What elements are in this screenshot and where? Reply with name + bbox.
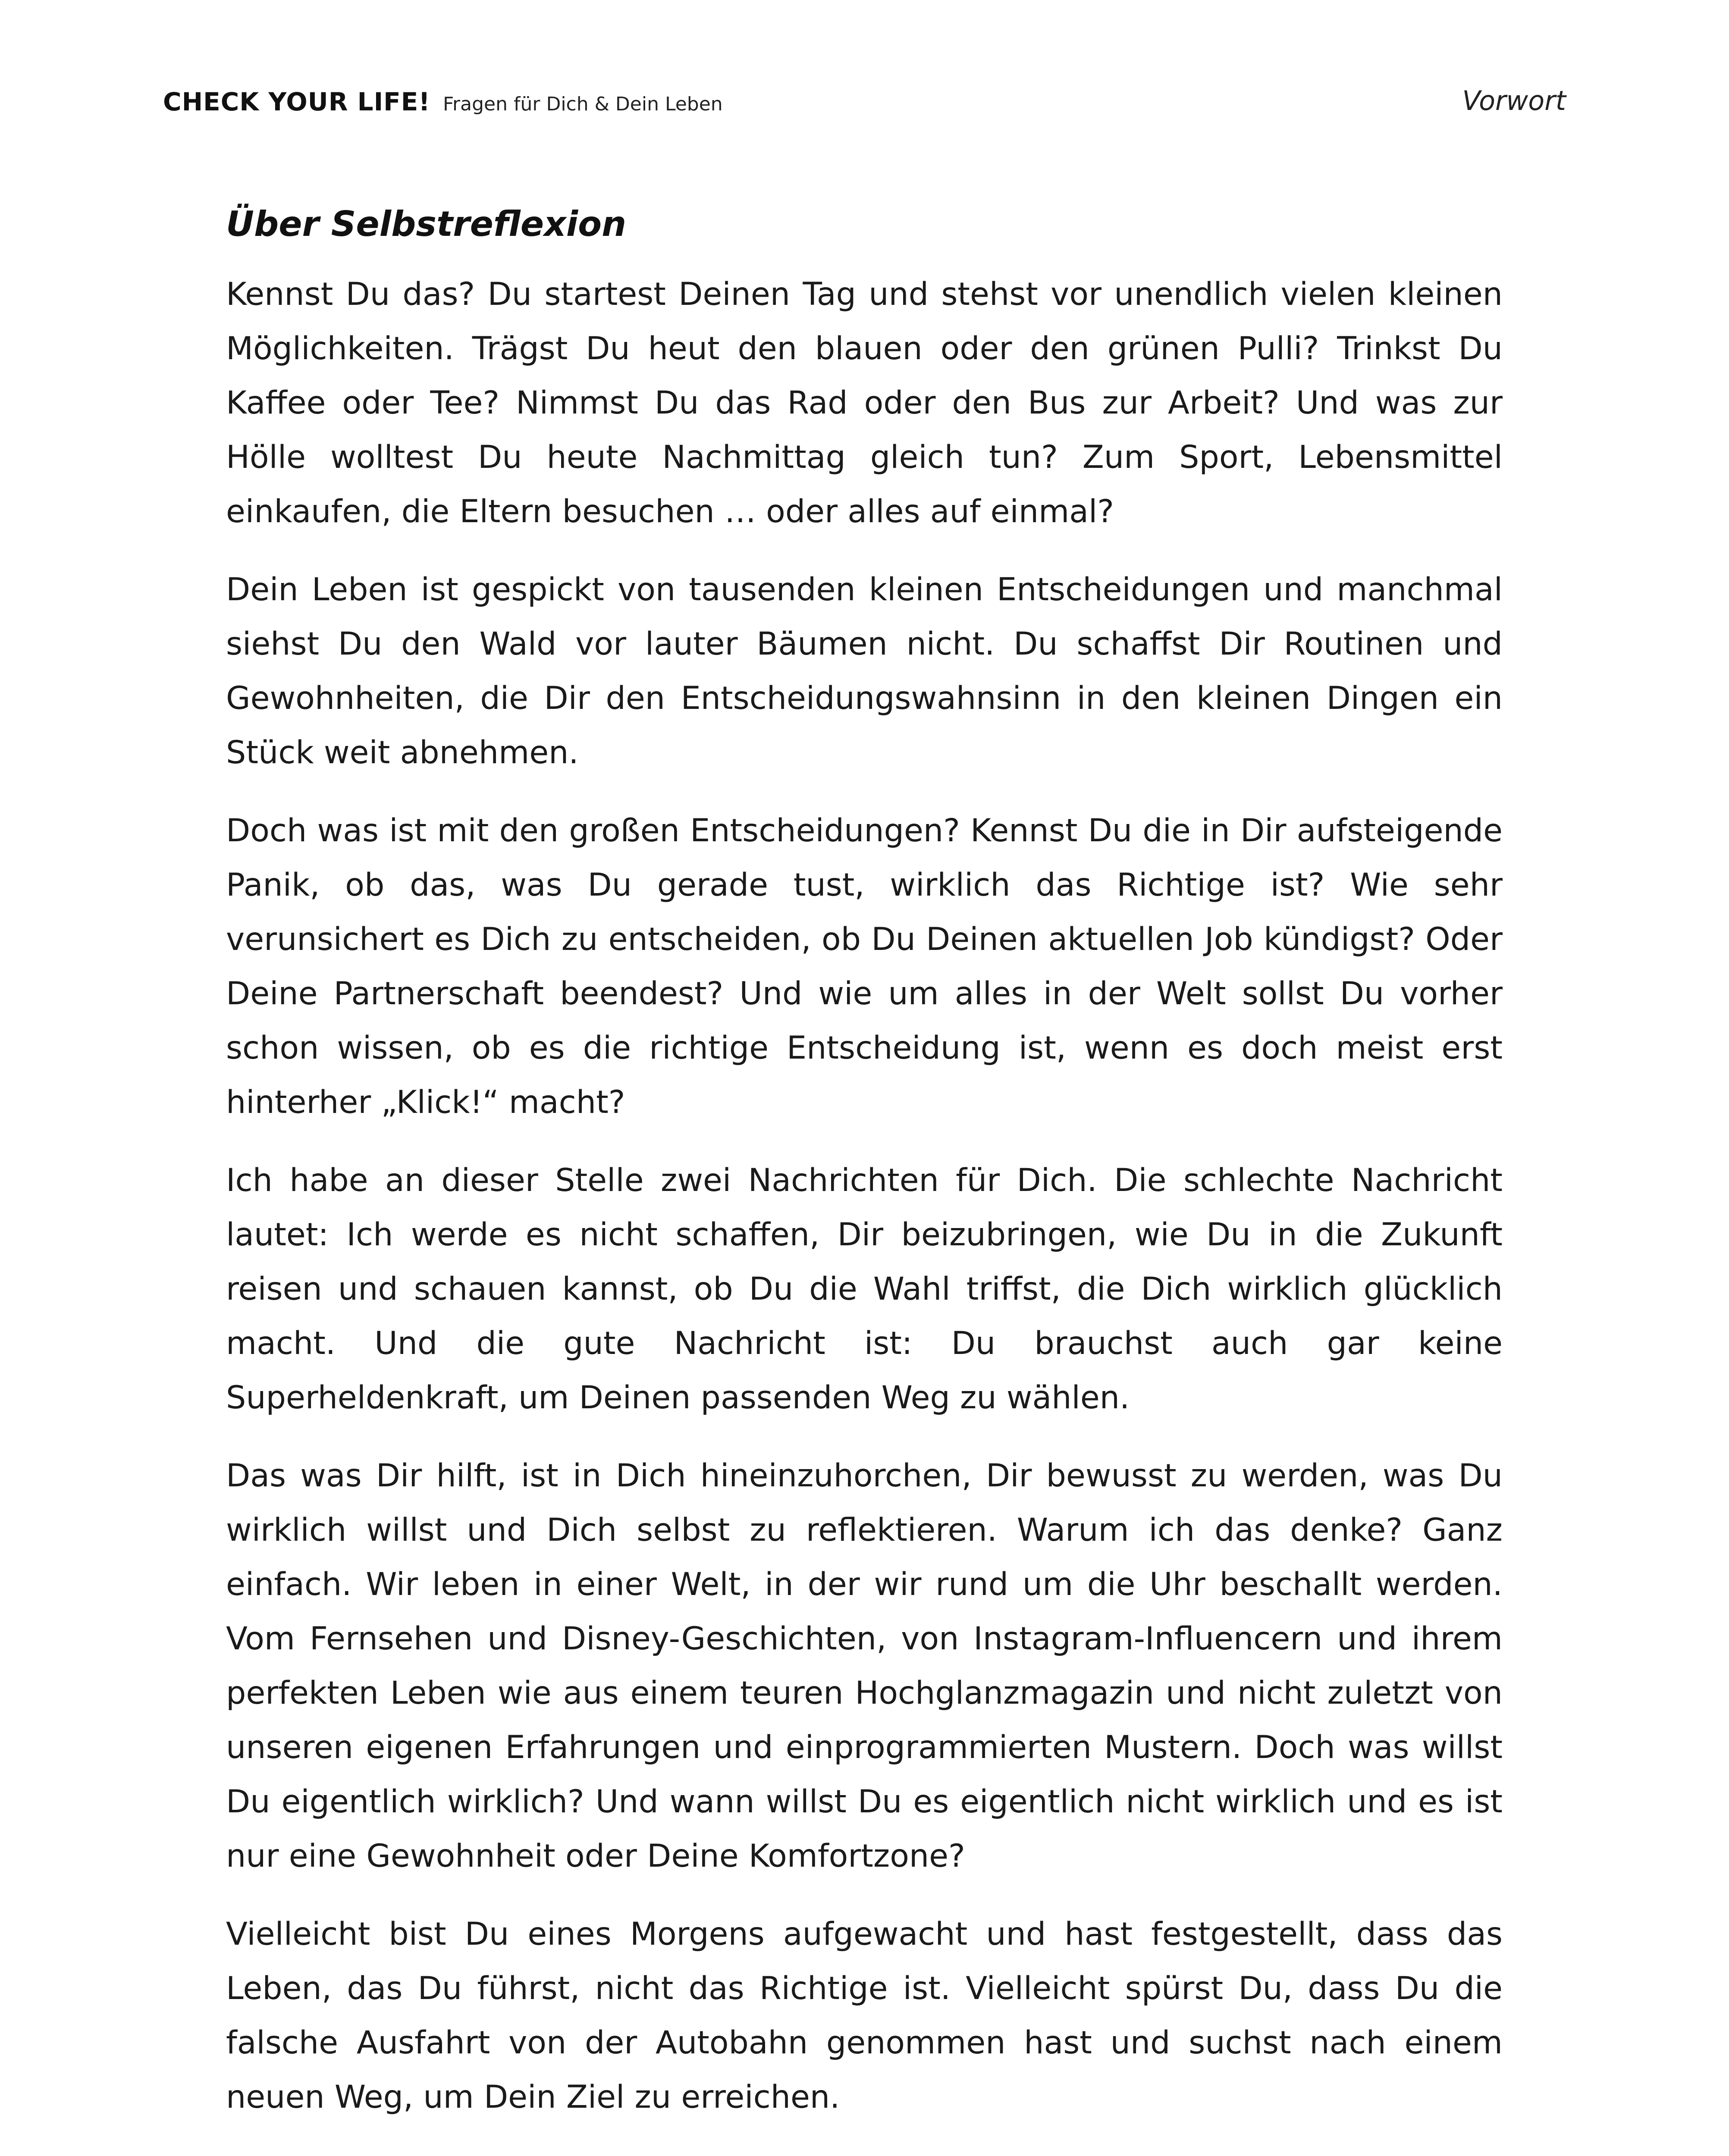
book-title: CHECK YOUR LIFE! <box>163 87 430 116</box>
paragraph: Ich habe an dieser Stelle zwei Nachrichten für Dich. Die schlechte Nachricht lautet: Ich werde es nicht schaffen, Dir beizubringen, wie Du in die Zukunft reisen und schauen kannst, ob Du die Wahl triffst, die Dich wirklich glücklich macht. Und die gute Nachricht ist: Du brauchst auch gar keine Superheldenkraft, um Deinen passenden Weg zu wählen. <box>226 1162 1503 1416</box>
body-text <box>226 203 1503 2156</box>
paragraph: Kennst Du das? Du startest Deinen Tag und stehst vor unendlich vielen kleinen Möglichkeiten. Trägst Du heut den blauen oder den grünen Pulli? Trinkst Du Kaffee oder Tee? Nimmst Du das Rad oder den Bus zur Arbeit? Und was zur Hölle wolltest Du heute Nachmittag gleich tun? Zum Sport, Lebensmittel einkaufen, die Eltern besuchen … oder alles auf einmal? <box>226 276 1503 530</box>
section-heading: Über Selbstreflexion <box>226 204 627 244</box>
chapter-name: Vorwort <box>1462 85 1566 116</box>
paragraph <box>226 2148 1503 2156</box>
book-subtitle: Fragen für Dich & Dein Leben <box>442 93 723 115</box>
paragraph: Dein Leben ist gespickt von tausenden kleinen Entscheidungen und manchmal siehst Du den Wald vor lauter Bäumen nicht. Du schaffst Dir Routinen und Gewohnheiten, die Dir den Entscheidungswahnsinn in den kleinen Dingen ein Stück weit abnehmen. <box>226 571 1503 771</box>
paragraph: Das was Dir hilft, ist in Dich hineinzuhorchen, Dir bewusst zu werden, was Du wirklich willst und Dich selbst zu reflektieren. Warum ich das denke? Ganz einfach. Wir leben in einer Welt, in der wir rund um die Uhr beschallt werden. Vom Fernsehen und Disney-Geschichten, von Instagram-Influencern und ihrem perfekten Leben wie aus einem teuren Hochglanzmagazin und nicht zuletzt von unseren eigenen Erfahrungen und einprogrammierten Mustern. Doch was willst Du eigentlich wirklich? Und wann willst Du es eigentlich nicht wirklich und es ist nur eine Gewohnheit oder Deine Komfortzone? <box>226 1457 1503 1874</box>
paragraph: Vielleicht bist Du eines Morgens aufgewacht und hast festgestellt, dass das Leben, das Du führst, nicht das Richtige ist. Vielleicht spürst Du, dass Du die falsche Ausfahrt von der Autobahn genommen hast und suchst nach einem neuen Weg, um Dein Ziel zu erreichen. <box>226 1916 1503 2115</box>
header-title-group <box>163 87 723 116</box>
running-header <box>163 78 1566 125</box>
paragraph: Doch was ist mit den großen Entscheidungen? Kennst Du die in Dir aufsteigende Panik, ob das, was Du gerade tust, wirklich das Richtige ist? Wie sehr verunsichert es Dich zu entscheiden, ob Du Deinen aktuellen Job kündigst? Oder Deine Partnerschaft beendest? Und wie um alles in der Welt sollst Du vorher schon wissen, ob es die richtige Entscheidung ist, wenn es doch meist erst hinterher „Klick!“ macht? <box>226 812 1503 1121</box>
